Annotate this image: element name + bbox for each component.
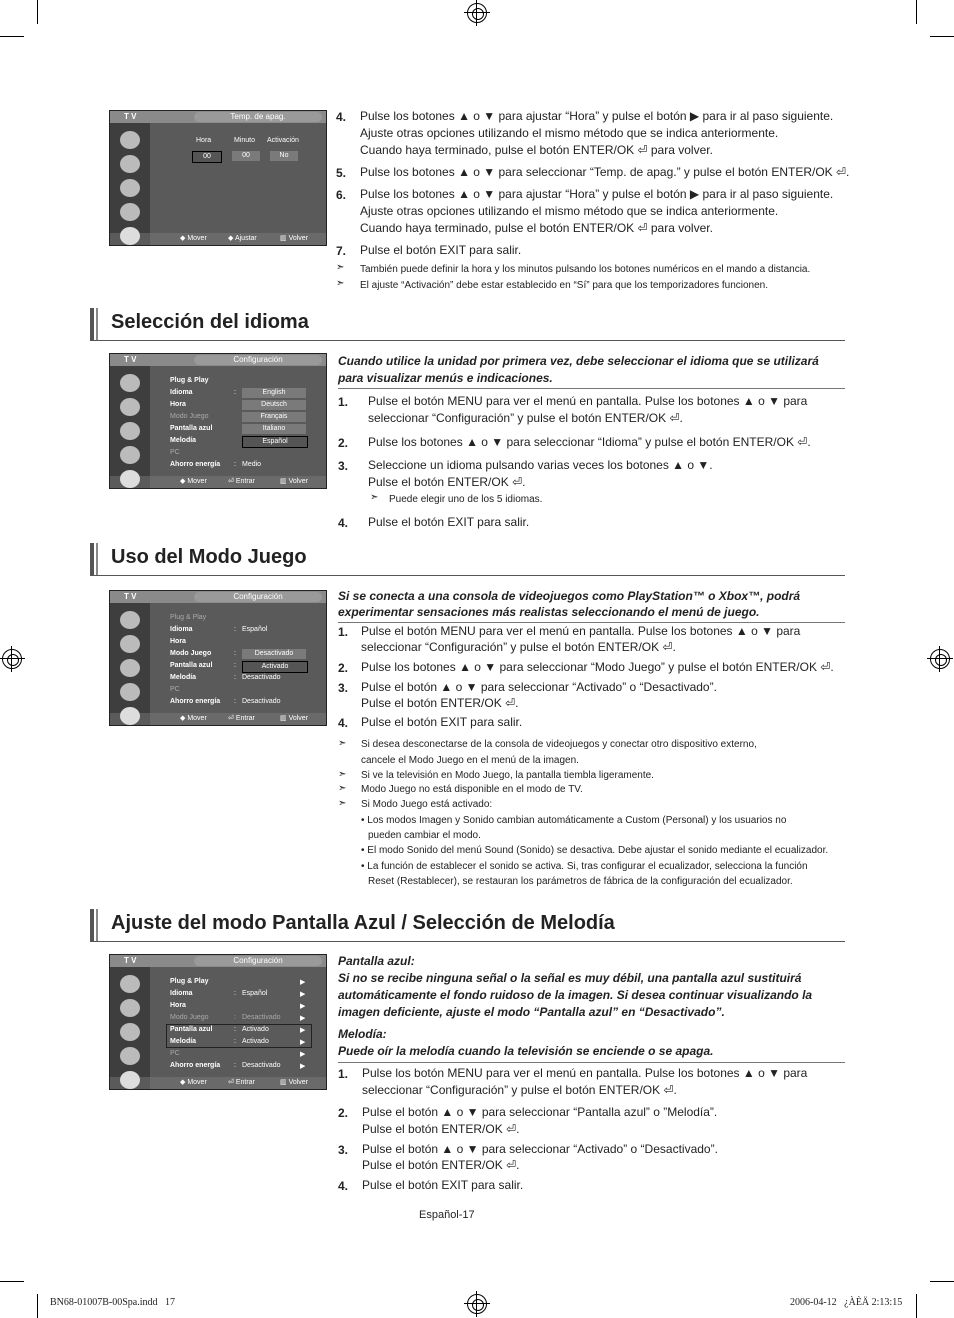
menu-row: Melodía: [170, 437, 197, 444]
intro-text: imagen deficiente, ajuste el modo “Pantalla azul” en “Desactivado”.: [338, 1005, 725, 1019]
note-text: Si ve la televisión en Modo Juego, la pantalla tiembla ligeramente.: [361, 770, 654, 781]
menu-row: Melodía: [170, 674, 197, 681]
tv-label: T V: [124, 592, 137, 601]
tv-screen-blue-screen: [109, 954, 327, 1090]
step-text: Pulse el botón EXIT para salir.: [361, 715, 523, 729]
section-heading: [90, 308, 845, 341]
step-text: Pulse los botones ▲ o ▼ para seleccionar “Idioma” y pulse el botón ENTER/OK ⏎.: [368, 435, 811, 449]
step-number: 6.: [336, 188, 347, 202]
tv-screen-language: [109, 353, 327, 489]
crop-mark: [37, 0, 38, 24]
menu-value: Español: [242, 990, 268, 997]
tv-screen-timer: [109, 110, 327, 246]
step-text: Pulse el botón EXIT para salir.: [360, 243, 522, 257]
step-number: 1.: [338, 625, 349, 639]
divider: [338, 388, 845, 389]
step-text: Pulse los botones ▲ o ▼ para seleccionar “Temp. de apag.” y pulse el botón ENTER/OK ⏎.: [360, 165, 850, 179]
menu-value: Desactivado: [242, 1062, 281, 1069]
channel-icon: [120, 1023, 140, 1041]
note-text: También puede definir la hora y los minutos pulsando los botones numéricos en el mando a distancia.: [360, 264, 811, 275]
footer-move: ◆ Mover: [180, 715, 207, 722]
menu-colon: :: [234, 1026, 236, 1033]
game-mode-option-selected: Activado: [242, 661, 308, 673]
note-text: El ajuste “Activación” debe estar establecido en “Sí” para que los temporizadores funcionen.: [360, 280, 769, 291]
input-icon: [120, 203, 140, 221]
step-number: 4.: [338, 516, 349, 530]
footer-return: ▥ Volver: [280, 1079, 309, 1086]
intro-text: para visualizar menús e indicaciones.: [338, 371, 553, 385]
menu-colon: :: [234, 674, 236, 681]
intro-heading: Pantalla azul:: [338, 954, 415, 968]
section-title: Ajuste del modo Pantalla Azul / Selección de Melodía: [111, 912, 615, 934]
intro-text: experimentar sensaciones más realistas seleccionando el menú de juego.: [338, 605, 760, 619]
menu-row: Modo Juego: [170, 650, 212, 657]
picture-icon: [120, 975, 140, 993]
channel-icon: [120, 179, 140, 197]
footer-move: ◆ Mover: [180, 1079, 207, 1086]
menu-row: Hora: [170, 401, 186, 408]
step-number: 1.: [338, 1067, 349, 1081]
bullet-text: • El modo Sonido del menú Sound (Sonido) se desactiva. Debe ajustar el sonido mediante el ecualizador.: [361, 845, 829, 856]
game-mode-option: Desactivado: [242, 649, 306, 659]
bullet-text: Reset (Restablecer), se restauran los parámetros de fábrica de la configuración del ecualizador.: [368, 876, 793, 887]
chevron-right-icon: ▶: [300, 991, 306, 998]
intro-text: Cuando utilice la unidad por primera vez, debe seleccionar el idioma que se utilizará: [338, 354, 819, 368]
language-option: Italiano: [242, 424, 306, 434]
chevron-right-icon: ▶: [300, 1063, 306, 1070]
bullet-text: • Los modos Imagen y Sonido cambian automáticamente a Custom (Personal) y los usuarios no: [361, 815, 787, 826]
tv-menu-title: Configuración: [194, 956, 322, 966]
step-number: 7.: [336, 244, 347, 258]
menu-row: Idioma: [170, 389, 193, 396]
menu-row: Modo Juego: [170, 413, 209, 420]
step-number: 4.: [338, 716, 349, 730]
menu-colon: :: [234, 662, 236, 669]
menu-value: Activado: [242, 1038, 269, 1045]
menu-row: Ahorro energía: [170, 1062, 221, 1069]
page-number: Español-17: [419, 1209, 475, 1221]
crop-mark: [0, 1281, 24, 1282]
setup-gear-icon: [120, 707, 140, 725]
menu-colon: :: [234, 1014, 236, 1021]
menu-row: Hora: [170, 1002, 186, 1009]
tv-menu-sidebar: [110, 123, 150, 233]
sound-icon: [120, 999, 140, 1017]
menu-row: Plug & Play: [170, 377, 209, 384]
menu-colon: :: [234, 626, 236, 633]
step-text: Pulse el botón ▲ o ▼ para seleccionar “Activado” o “Desactivado”.: [361, 680, 717, 694]
footer-return: ▥ Volver: [280, 235, 309, 242]
step-text: Pulse el botón ENTER/OK ⏎.: [362, 1122, 520, 1136]
note-text: Si Modo Juego está activado:: [361, 799, 493, 810]
crop-mark: [930, 1281, 954, 1282]
sound-icon: [120, 398, 140, 416]
step-number: 3.: [338, 681, 349, 695]
section-title: Selección del idioma: [111, 311, 309, 333]
step-number: 1.: [338, 395, 349, 409]
registration-mark-icon: [467, 1294, 487, 1314]
crop-mark: [916, 0, 917, 24]
picture-icon: [120, 611, 140, 629]
menu-row: Ahorro energía: [170, 698, 221, 705]
step-text: Cuando haya terminado, pulse el botón ENTER/OK ⏎ para volver.: [360, 143, 713, 157]
input-icon: [120, 683, 140, 701]
tv-menu-sidebar: [110, 603, 150, 713]
section-heading: [90, 543, 845, 576]
section-title: Uso del Modo Juego: [111, 546, 307, 568]
bullet-text: pueden cambiar el modo.: [368, 830, 481, 841]
footer-move: ◆ Mover: [180, 235, 207, 242]
chevron-right-icon: ▶: [300, 1039, 306, 1046]
footer-enter: ⏎ Entrar: [228, 715, 255, 722]
step-text: Pulse el botón MENU para ver el menú en pantalla. Pulse los botones ▲ o ▼ para: [368, 394, 808, 408]
menu-row: Hora: [170, 638, 186, 645]
note-text: cancele el Modo Juego en el menú de la imagen.: [361, 755, 579, 766]
menu-colon: :: [234, 1062, 236, 1069]
menu-row: Pantalla azul: [170, 425, 213, 432]
sound-icon: [120, 635, 140, 653]
channel-icon: [120, 422, 140, 440]
hour-header: Hora: [196, 137, 212, 144]
step-text: Pulse los botones ▲ o ▼ para ajustar “Hora” y pulse el botón ▶ para ir al paso siguiente.: [360, 109, 834, 123]
step-text: Pulse el botón ENTER/OK ⏎.: [368, 475, 526, 489]
note-arrow-icon: ➣: [338, 738, 347, 749]
menu-row: Melodía: [170, 1038, 197, 1045]
footer-return: ▥ Volver: [280, 715, 309, 722]
tv-label: T V: [124, 956, 137, 965]
step-number: 3.: [338, 1143, 349, 1157]
step-number: 2.: [338, 436, 349, 450]
menu-colon: :: [234, 698, 236, 705]
intro-text: Si no se recibe ninguna señal o la señal es muy débil, una pantalla azul sustituirá: [338, 971, 802, 985]
setup-gear-icon: [120, 470, 140, 488]
tv-menu-title: Configuración: [194, 355, 322, 365]
step-text: Pulse los botones ▲ o ▼ para seleccionar “Modo Juego” y pulse el botón ENTER/OK ⏎.: [361, 660, 834, 674]
menu-colon: :: [234, 1038, 236, 1045]
divider: [338, 1062, 845, 1063]
step-text: Pulse el botón ▲ o ▼ para seleccionar “Activado” o “Desactivado”.: [362, 1142, 718, 1156]
registration-mark-icon: [467, 3, 487, 23]
sound-icon: [120, 155, 140, 173]
note-arrow-icon: ➣: [336, 262, 345, 273]
step-text: seleccionar “Configuración” y pulse el botón ENTER/OK ⏎.: [368, 411, 683, 425]
input-icon: [120, 1047, 140, 1065]
tv-menu-sidebar: [110, 967, 150, 1077]
footer-return: ▥ Volver: [280, 478, 309, 485]
language-option-selected: Español: [242, 436, 308, 448]
minute-header: Minuto: [234, 137, 256, 144]
menu-value: Español: [242, 626, 268, 633]
step-text: Ajuste otras opciones utilizando el mismo método que se indica anteriormente.: [360, 126, 779, 140]
footer-enter: ⏎ Entrar: [228, 1079, 255, 1086]
tv-menu-sidebar: [110, 366, 150, 476]
note-text: Modo Juego no está disponible en el modo de TV.: [361, 784, 583, 795]
picture-icon: [120, 374, 140, 392]
menu-row: PC: [170, 1050, 180, 1057]
tv-footer: [150, 713, 326, 725]
tv-footer: [150, 233, 326, 245]
language-option: Français: [242, 412, 306, 422]
tv-screen-game-mode: [109, 590, 327, 726]
note-text: Puede elegir uno de los 5 idiomas.: [389, 494, 543, 505]
menu-colon: :: [234, 389, 236, 396]
step-number: 4.: [336, 110, 347, 124]
language-option: Deutsch: [242, 400, 306, 410]
step-text: Pulse el botón ENTER/OK ⏎.: [361, 696, 519, 710]
step-text: Seleccione un idioma pulsando varias veces los botones ▲ o ▼.: [368, 458, 713, 472]
step-text: Pulse el botón EXIT para salir.: [362, 1178, 524, 1192]
tv-label: T V: [124, 112, 137, 121]
step-text: Cuando haya terminado, pulse el botón ENTER/OK ⏎ para volver.: [360, 221, 713, 235]
hour-value: 00: [192, 151, 222, 163]
file-name: BN68-01007B-00Spa.indd 17: [50, 1297, 175, 1308]
setup-gear-icon: [120, 1071, 140, 1089]
menu-value: Desactivado: [242, 674, 281, 681]
crop-mark: [37, 1294, 38, 1318]
menu-row: Idioma: [170, 626, 193, 633]
tv-menu-title: Temp. de apag.: [194, 112, 322, 122]
menu-colon: :: [234, 650, 236, 657]
step-text: Ajuste otras opciones utilizando el mismo método que se indica anteriormente.: [360, 204, 779, 218]
intro-text: automáticamente el fondo ruidoso de la imagen. Si desea continuar visualizando la: [338, 988, 813, 1002]
step-text: Pulse los botones ▲ o ▼ para ajustar “Hora” y pulse el botón ▶ para ir al paso siguiente.: [360, 187, 834, 201]
chevron-right-icon: ▶: [300, 1003, 306, 1010]
step-number: 5.: [336, 166, 347, 180]
activation-value: No: [270, 151, 298, 161]
activation-header: Activación: [267, 137, 299, 144]
note-arrow-icon: ➣: [338, 798, 347, 809]
chevron-right-icon: ▶: [300, 1015, 306, 1022]
step-number: 4.: [338, 1179, 349, 1193]
intro-text: Puede oír la melodía cuando la televisión se enciende o se apaga.: [338, 1044, 714, 1058]
menu-row: PC: [170, 686, 180, 693]
crop-mark: [916, 1294, 917, 1318]
tv-footer: [150, 476, 326, 488]
menu-row: PC: [170, 449, 180, 456]
menu-value: Desactivado: [242, 1014, 281, 1021]
menu-row: Plug & Play: [170, 614, 207, 621]
menu-row: Pantalla azul: [170, 662, 213, 669]
chevron-right-icon: ▶: [300, 1027, 306, 1034]
intro-heading: Melodía:: [338, 1027, 387, 1041]
menu-row: Modo Juego: [170, 1014, 209, 1021]
crop-mark: [0, 36, 24, 37]
picture-icon: [120, 131, 140, 149]
footer-enter: ⏎ Entrar: [228, 478, 255, 485]
note-arrow-icon: ➣: [338, 769, 347, 780]
tv-footer: [150, 1077, 326, 1089]
note-arrow-icon: ➣: [338, 783, 347, 794]
print-date: 2006-04-12 ¿ÀÈÄ 2:13:15: [790, 1297, 903, 1308]
tv-label: T V: [124, 355, 137, 364]
footer-adjust: ◆ Ajustar: [228, 235, 257, 242]
note-arrow-icon: ➣: [370, 492, 379, 503]
note-arrow-icon: ➣: [336, 278, 345, 289]
setup-gear-icon: [120, 227, 140, 245]
menu-value: Activado: [242, 1026, 269, 1033]
input-icon: [120, 446, 140, 464]
section-heading: [90, 909, 845, 942]
chevron-right-icon: ▶: [300, 1051, 306, 1058]
bullet-text: • La función de establecer el sonido se activa. Si, tras configurar el ecualizador, selecciona la función: [361, 861, 808, 872]
step-number: 2.: [338, 1106, 349, 1120]
menu-colon: :: [234, 990, 236, 997]
chevron-right-icon: ▶: [300, 979, 306, 986]
registration-mark-icon: [930, 649, 950, 669]
step-text: seleccionar “Configuración” y pulse el botón ENTER/OK ⏎.: [362, 1083, 677, 1097]
menu-value: Desactivado: [242, 698, 281, 705]
crop-mark: [930, 36, 954, 37]
step-number: 3.: [338, 459, 349, 473]
note-text: Si desea desconectarse de la consola de videojuegos y conectar otro dispositivo externo,: [361, 739, 757, 750]
step-text: Pulse el botón MENU para ver el menú en pantalla. Pulse los botones ▲ o ▼ para: [361, 624, 801, 638]
step-text: Pulse los botón MENU para ver el menú en pantalla. Pulse los botones ▲ o ▼ para: [362, 1066, 808, 1080]
step-text: Pulse el botón EXIT para salir.: [368, 515, 530, 529]
menu-row: Idioma: [170, 990, 193, 997]
tv-menu-title: Configuración: [194, 592, 322, 602]
menu-value: Medio: [242, 461, 262, 468]
registration-mark-icon: [2, 649, 22, 669]
menu-colon: :: [234, 461, 236, 468]
minute-value: 00: [232, 151, 260, 161]
step-text: seleccionar “Configuración” y pulse el botón ENTER/OK ⏎.: [361, 640, 676, 654]
menu-row: Pantalla azul: [170, 1026, 213, 1033]
step-number: 2.: [338, 661, 349, 675]
step-text: Pulse el botón ENTER/OK ⏎.: [362, 1158, 520, 1172]
menu-row: Plug & Play: [170, 978, 209, 985]
step-text: Pulse el botón ▲ o ▼ para seleccionar “Pantalla azul” o ”Melodía”.: [362, 1105, 718, 1119]
channel-icon: [120, 659, 140, 677]
language-option: English: [242, 388, 306, 398]
footer-move: ◆ Mover: [180, 478, 207, 485]
intro-text: Si se conecta a una consola de videojuegos como PlayStation™ o Xbox™, podrá: [338, 589, 801, 603]
menu-row: Ahorro energía: [170, 461, 221, 468]
